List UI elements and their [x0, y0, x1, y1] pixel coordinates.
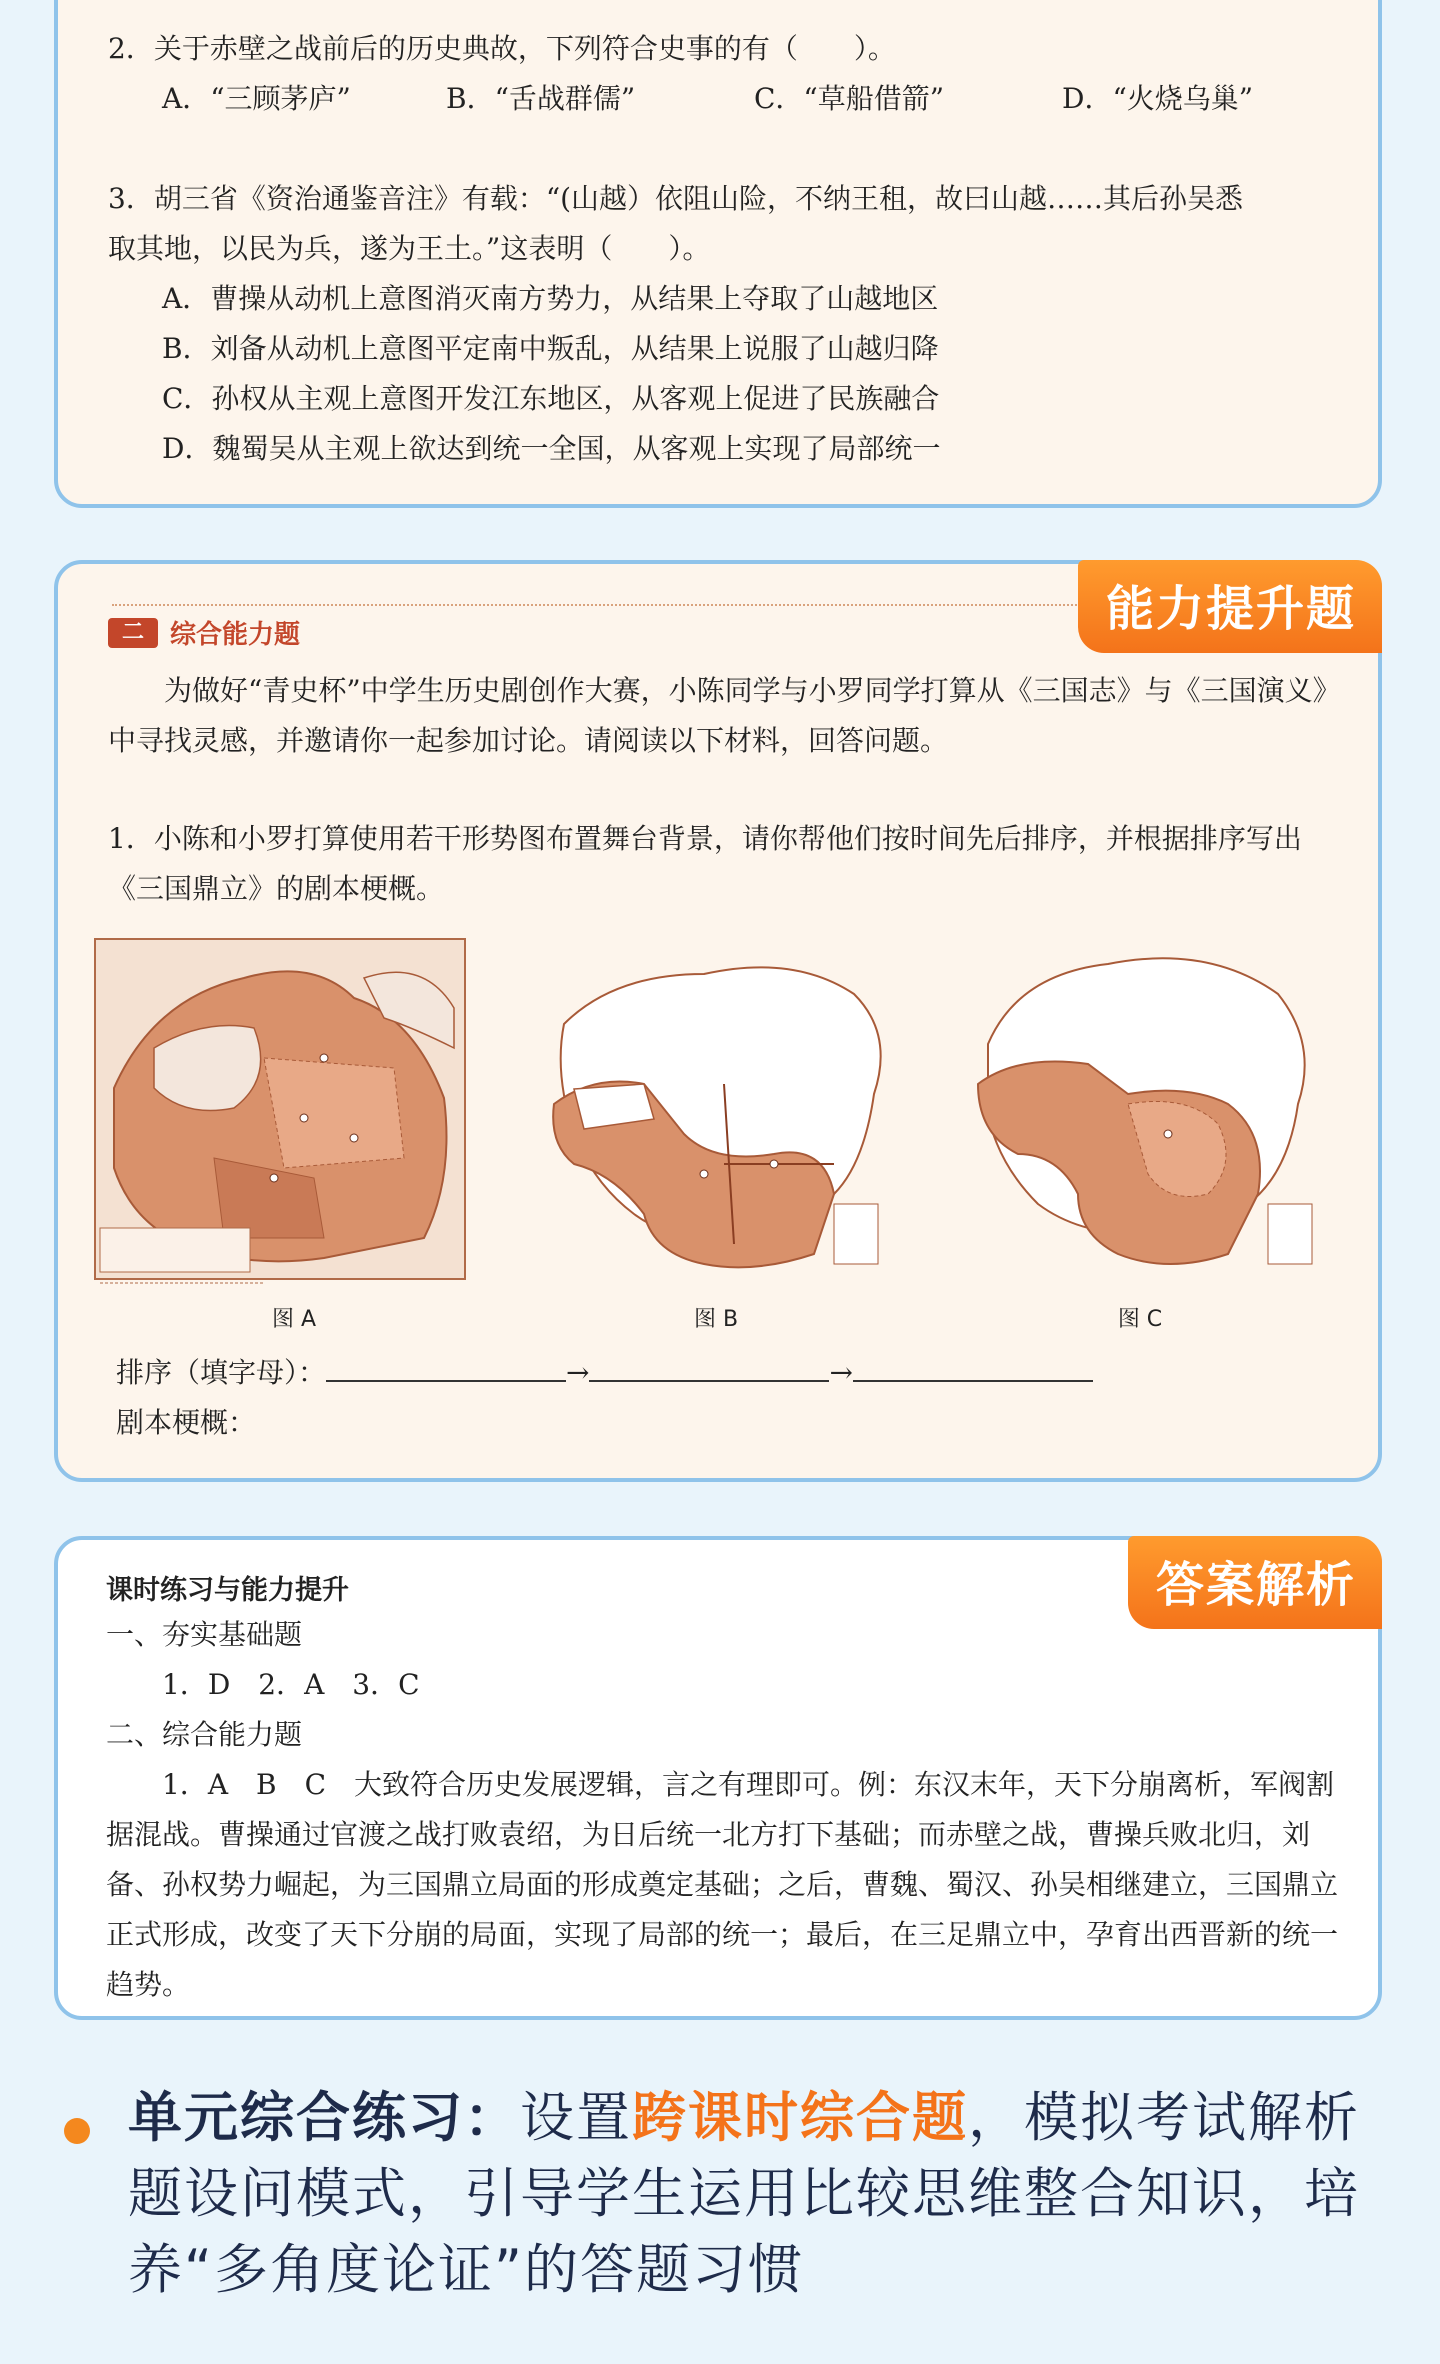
answer-part2-text: 1．A B C 大致符合历史发展逻辑，言之有理即可。例：东汉末年，天下分崩离析，军阀割据混战。曹操通过官渡之战打败袁绍，为日后统一北方打下基础；而赤壁之战，曹操兵败北归，刘备、孙权势力崛起，为三国鼎立局面的形成奠定基础；之后，曹魏、蜀汉、孙吴相继建立，三国鼎立正式形成，改变了天下分崩的局面，实现了局部的统一；最后，在三足鼎立中，孕育出西晋新的统一趋势。 [106, 1768, 1339, 2001]
q2-option-a: A．“三顾茅庐” [162, 82, 351, 115]
caption-map-a: 图 A [271, 1307, 317, 1332]
q3-option-b: B．刘备从动机上意图平定南中叛乱，从结果上说服了山越归降 [162, 332, 939, 365]
answer-title: 课时练习与能力提升 [106, 1575, 349, 1606]
order-blank-1[interactable] [326, 1354, 566, 1382]
question-card-ability [54, 560, 1382, 1482]
plot-summary-label: 剧本梗概： [116, 1406, 257, 1439]
q3-option-a: A．曹操从动机上意图消灭南方势力，从结果上夺取了山越地区 [162, 282, 939, 315]
promo-lead: 单元综合练习： [128, 2086, 520, 2149]
section-label: 综合能力题 [170, 620, 301, 650]
ability-tag: 能力提升题 [1078, 560, 1382, 653]
promo-text-2: ，模拟考试解析题设问模式，引导学生运用比较思维整合知识，培养“多角度论证”的答题习惯 [128, 2086, 1360, 2301]
section-number: 二 [108, 618, 158, 648]
answer-part1-values: 1．D 2．A 3．C [162, 1668, 420, 1701]
order-blank-3[interactable] [853, 1354, 1093, 1382]
divider [112, 604, 1112, 606]
promo-text-1: 设置 [520, 2086, 632, 2149]
order-label: 排序（填字母）： [116, 1356, 327, 1389]
map-a-image [94, 938, 466, 1290]
question-3-stem-line1: 3．胡三省《资治通鉴音注》有载：“(山越）依阻山险，不纳王租，故曰山越……其后孙吴悉 [108, 182, 1244, 215]
caption-map-b: 图 B [693, 1307, 739, 1332]
order-answer-line [116, 1348, 1093, 1398]
caption-map-c: 图 C [1117, 1307, 1163, 1332]
map-b-image [534, 934, 906, 1286]
q2-option-d: D．“火烧乌巢” [1062, 82, 1254, 115]
order-arrow-1: → [566, 1356, 590, 1389]
map-c-image [958, 934, 1330, 1286]
q3-option-d: D．魏蜀吴从主观上欲达到统一全国，从客观上实现了局部统一 [162, 432, 941, 465]
answer-tag: 答案解析 [1128, 1536, 1382, 1629]
answer-part2-title: 二、综合能力题 [106, 1718, 303, 1751]
q2-option-b: B．“舌战群儒” [446, 82, 636, 115]
question-2-stem: 2．关于赤壁之战前后的历史典故，下列符合史事的有（ ）。 [108, 32, 896, 65]
bullet-dot-icon [64, 2118, 90, 2144]
question-3-stem-line2: 取其地，以民为兵，遂为王土。”这表明（ ）。 [108, 232, 711, 265]
promo-text [128, 2080, 1368, 2308]
promo-highlight: 跨课时综合题 [632, 2086, 968, 2149]
q3-option-c: C．孙权从主观上意图开发江东地区，从客观上促进了民族融合 [162, 382, 940, 415]
answer-card [54, 1536, 1382, 2020]
question-1-stem: 1．小陈和小罗打算使用若干形势图布置舞台背景，请你帮他们按时间先后排序，并根据排序写出《三国鼎立》的剧本梗概。 [108, 822, 1302, 905]
order-arrow-2: → [829, 1356, 853, 1389]
q2-option-c: C．“草船借箭” [754, 82, 945, 115]
answer-part1-title: 一、夯实基础题 [106, 1618, 303, 1651]
section-badge [108, 614, 300, 651]
question-card-basic [54, 0, 1382, 508]
order-blank-2[interactable] [589, 1354, 829, 1382]
intro-paragraph: 为做好“青史杯”中学生历史剧创作大赛，小陈同学与小罗同学打算从《三国志》与《三国演义》中寻找灵感，并邀请你一起参加讨论。请阅读以下材料，回答问题。 [108, 674, 1327, 757]
